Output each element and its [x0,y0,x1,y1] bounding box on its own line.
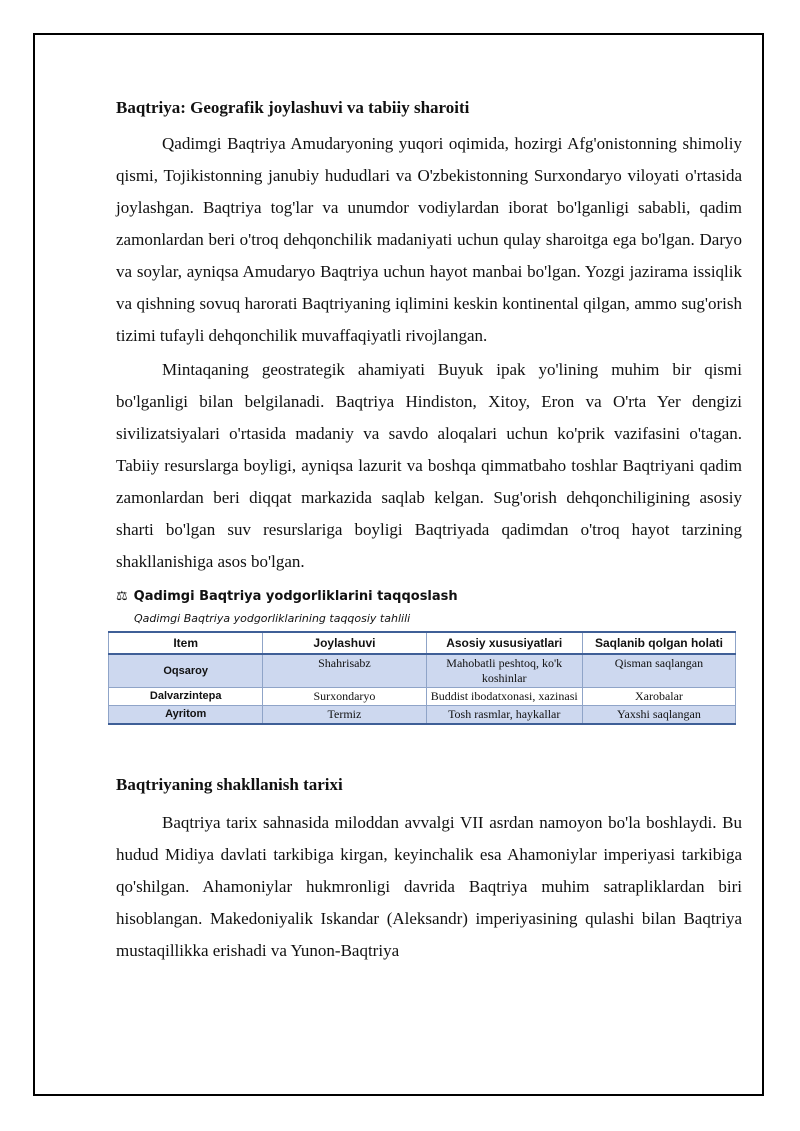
table-row [109,706,736,725]
column-header: Saqlanib qolgan holati [582,632,735,654]
document-body [116,96,742,967]
paragraph-geography-2: Mintaqaning geostrategik ahamiyati Buyuk ipak yo'lining muhim bir qismi bo'lganligi bilan belgilanadi. Baqtriya Hindiston, Xitoy, Eron va O'rta Yer dengizi sivilizatsiyalari o'rtasida madaniy va savdo aloqalari uchun ko'prik vazifasini o'tagan. Tabiiy resurslarga boyligi, ayniqsa lazurit va boshqa qimmatbaho toshlar Baqtriyani qadim zamonlardan beri diqqat markazida saqlab kelgan. Sug'orish dehqonchiligining asosiy sharti bo'lgan suv resurslariga boyligi Baqtriyada qadimdan o'troq hayot tarzining shakllanishiga asos bo'lgan. [116,360,742,571]
column-header: Joylashuvi [263,632,426,654]
table-cell: Oqsaroy [109,654,263,688]
paragraph-geography-1: Qadimgi Baqtriya Amudaryoning yuqori oqimida, hozirgi Afg'onistonning shimoliy qismi, Tojikistonning janubiy hududlari va O'zbekistonning Surxondaryo viloyati o'rtasida joylashgan. Baqtriya tog'lar va unumdor vodiylardan iborat bo'lganligi sababli, qadim zamonlardan beri o'troq dehqonchilik madaniyati uchun qulay sharoitga ega bo'lgan. Daryo va soylar, ayniqsa Amudaryo Baqtriya uchun hayot manbai bo'lgan. Yozgi jazirama issiqlik va qishning sovuq harorati Baqtriyaning iqlimini keskin kontinental qilgan, ammo sug'orish tizimi tufayli dehqonchilik muvaffaqiyatli rivojlangan. [116,134,742,345]
table-cell: Mahobatli peshtoq, ko'k koshinlar [426,654,582,688]
comparison-table [108,631,736,725]
table-cell: Tosh rasmlar, haykallar [426,706,582,725]
table-cell: Surxondaryo [263,688,426,706]
table-cell: Shahrisabz [263,654,426,688]
section-heading-history: Baqtriyaning shakllanish tarixi [116,775,343,794]
table-cell: Dalvarzintepa [109,688,263,706]
table-caption: Qadimgi Baqtriya yodgorliklarining taqqosiy tahlili [134,612,411,625]
table-cell: Buddist ibodatxonasi, xazinasi [426,688,582,706]
table-row [109,654,736,688]
table-title-text: Qadimgi Baqtriya yodgorliklarini taqqoslash [133,589,458,604]
column-header: Asosiy xususiyatlari [426,632,582,654]
paragraph-history-1: Baqtriya tarix sahnasida miloddan avvalgi VII asrdan namoyon bo'la boshlaydi. Bu hudud Midiya davlati tarkibiga kirgan, keyinchalik esa Ahamoniylar imperiyasi tarkibiga qo'shilgan. Ahamoniylar hukmronligi davrida Baqtriya muhim satrapliklardan biri hisoblangan. Makedoniyalik Iskandar (Aleksandr) imperiyasining qulashi bilan Baqtriya mustaqillikka erishadi va Yunon-Baqtriya [116,813,742,960]
table-cell: Ayritom [109,706,263,725]
column-header: Item [109,632,263,654]
table-cell: Qisman saqlangan [582,654,735,688]
table-cell: Xarobalar [582,688,735,706]
scale-icon: ⚖ [116,589,128,604]
table-cell: Yaxshi saqlangan [582,706,735,725]
table-title [116,588,742,606]
table-row [109,688,736,706]
section-heading-geography: Baqtriya: Geografik joylashuvi va tabiiy sharoiti [116,98,470,117]
table-header-row [109,632,736,654]
table-cell: Termiz [263,706,426,725]
